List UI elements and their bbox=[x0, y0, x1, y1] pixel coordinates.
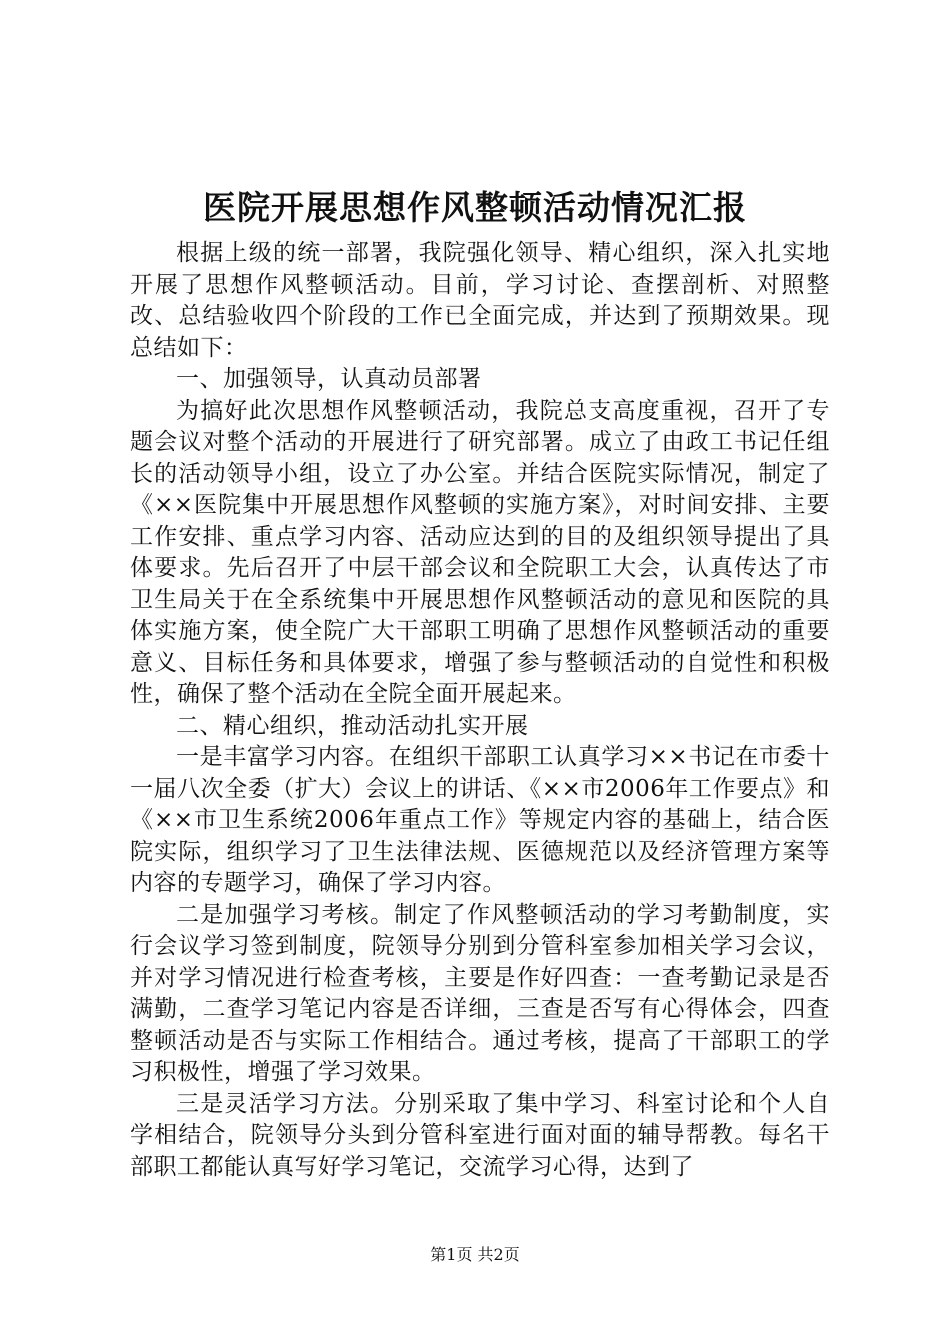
document-body bbox=[130, 238, 830, 1183]
paragraph-section-1: 为搞好此次思想作风整顿活动，我院总支高度重视，召开了专题会议对整个活动的开展进行了研究部署。成立了由政工书记任组长的活动领导小组，设立了办公室。并结合医院实际情况，制定了《××医院集中开展思想作风整顿的实施方案》，对时间安排、主要工作安排、重点学习内容、活动应达到的目的及组织领导提出了具体要求。先后召开了中层干部会议和全院职工大会，认真传达了市卫生局关于在全系统集中开展思想作风整顿活动的意见和医院的具体实施方案，使全院广大干部职工明确了思想作风整顿活动的重要意义、目标任务和具体要求，增强了参与整顿活动的自觉性和积极性，确保了整个活动在全院全面开展起来。 bbox=[130, 397, 830, 707]
section-heading-1: 一、加强领导，认真动员部署 bbox=[176, 366, 482, 392]
document-title: 医院开展思想作风整顿活动情况汇报 bbox=[203, 188, 747, 227]
paragraph-item-3: 三是灵活学习方法。分别采取了集中学习、科室讨论和个人自学相结合，院领导分头到分管科室进行面对面的辅导帮教。每名干部职工都能认真写好学习笔记，交流学习心得，达到了 bbox=[130, 1090, 830, 1180]
paragraph-item-1: 一是丰富学习内容。在组织干部职工认真学习××书记在市委十一届八次全委（扩大）会议上的讲话、《××市2006年工作要点》和《××市卫生系统2006年重点工作》等规定内容的基础上，结合医院实际，组织学习了卫生法律法规、医德规范以及经济管理方案等内容的专题学习，确保了学习内容。 bbox=[130, 744, 830, 896]
section-heading-2: 二、精心组织，推动活动扎实开展 bbox=[176, 712, 529, 739]
page-footer: 第1页 共2页 bbox=[430, 1245, 520, 1264]
paragraph-item-2: 二是加强学习考核。制定了作风整顿活动的学习考勤制度，实行会议学习签到制度，院领导分别到分管科室参加相关学习会议，并对学习情况进行检查考核，主要是作好四查：一查考勤记录是否满勤，二查学习笔记内容是否详细，三查是否写有心得体会，四查整顿活动是否与实际工作相结合。通过考核，提高了干部职工的学习积极性，增强了学习效果。 bbox=[130, 901, 830, 1085]
paragraph-intro: 根据上级的统一部署，我院强化领导、精心组织，深入扎实地开展了思想作风整顿活动。目前，学习讨论、查摆剖析、对照整改、总结验收四个阶段的工作已全面完成，并达到了预期效果。现总结如下： bbox=[130, 240, 830, 361]
